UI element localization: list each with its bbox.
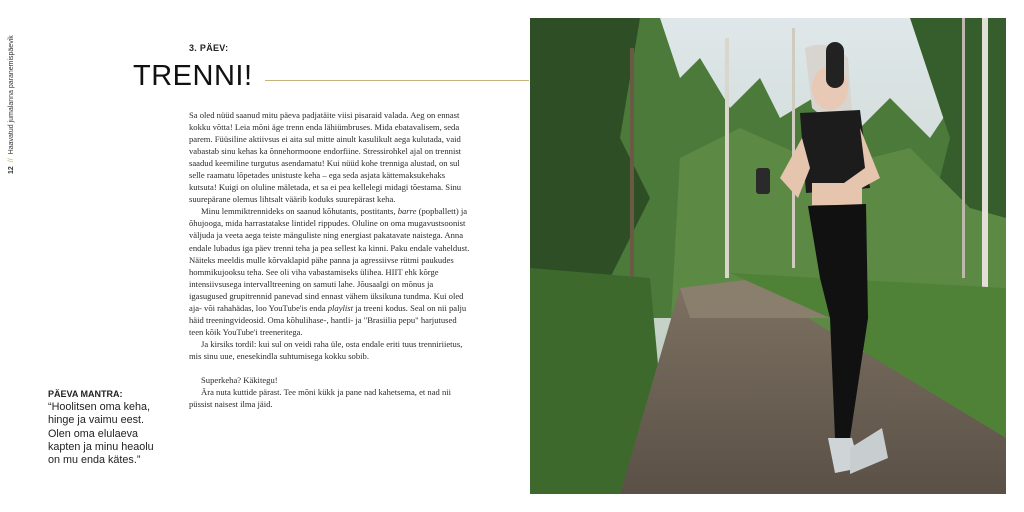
page-number: 12 bbox=[8, 166, 15, 174]
book-title: Haavatud jumalanna paranemispäevik bbox=[8, 35, 15, 155]
paragraph-5: Ära nuta kuttide pärast. Tee mõni kükk ja pane nad kahetsema, et nad nii püssist naisest ilma jäid. bbox=[189, 387, 452, 410]
paragraph-2-emphasis-2: playlist bbox=[327, 302, 354, 313]
title-rule bbox=[265, 80, 529, 81]
runner-photo bbox=[530, 18, 1006, 494]
day-label: 3. PÄEV: bbox=[189, 43, 229, 53]
daily-mantra bbox=[48, 389, 168, 467]
body-text bbox=[189, 109, 471, 410]
paragraph-2-emphasis-1: barre bbox=[397, 206, 417, 217]
paragraph-2-part-b: (popballett) ja õhujooga, mida harrastatakse lintidel rippudes. Oluline on oma mugavustsoonist väljuda ja veeta aega teiste mänguliste ning energiast pakatavate naistega. Anna endale lubadus iga päev trenni teha ja pea sellest ka kinni. Paku endale vaheldust. Näiteks meeldis mulle kõrvaklapid pähe panna ja agressiivse rütmi paukudes hommikujooksu teha. See oli viha vabastamiseks ülihea. HIIT ehk kõrge intensiivsusega intervalltreening on samuti lahe. Jõusaalgi on mõnus ja igasugused grupitrennid panevad sind ennast vähem üksikuna tundma. Kui oled aja- või rahahädas, loo YouTube'is enda bbox=[189, 206, 470, 313]
mantra-text: “Hoolitsen oma keha, hinge ja vaimu eest. Olen oma elulaeva kapten ja minu heaolu on mu enda kätes.” bbox=[48, 401, 154, 467]
paragraph-2-part-c: ja treeni kodus. Seal on nii palju häid treeningvideosid. Oma kõhulihase-, hantli- ja "Brasiilia pepu" harjutused teen kõik YouTube'i treeneritega. bbox=[189, 302, 467, 337]
paragraph-2 bbox=[189, 205, 471, 338]
page-title: TRENNI! bbox=[133, 60, 253, 92]
paragraph-2-part-a: Minu lemmiktrennideks on saanud kõhutants, postitants, bbox=[201, 206, 398, 217]
paragraph-3: Ja kirsiks tordil: kui sul on veidi raha üle, osta endale eriti tuus trenniriietus, mis sinu uue, enesekindla suhtumisega kokku sobib. bbox=[189, 338, 463, 361]
spine-separator: // bbox=[8, 158, 15, 163]
paragraph-1: Sa oled nüüd saanud mitu päeva padjatäite viisi pisaraid valada. Aeg on ennast kokku võtta! Leia mõni äge trenn enda lähiümbruses. Mida ebatavalisem, seda parem. Füüsiline aktiivsus ei aita sul mitte ainult kasulikult aega kulutada, vaid vabastab sinu kehas ka õnnehormoone endorfiine. Stressirohkel ajal on trennist saadud keemiline turgutus asendamatu! Kui nüüd kohe trenniga alustad, on sul selle raamatu lõpetades unistuste keha – ega seda asjata kättemaksukehaks kutsuta! Kuigi on oluline mäletada, et sa ei pea kellelegi midagi tõestama. Sinu suurepärane olemus lihtsalt väärib koduks suurepärast keha. bbox=[189, 110, 462, 205]
spine-text bbox=[8, 35, 15, 174]
spine-header bbox=[8, 14, 20, 184]
paragraph-4: Superkeha? Käkitegu! bbox=[201, 374, 278, 385]
mantra-label: PÄEVA MANTRA: bbox=[48, 389, 123, 399]
